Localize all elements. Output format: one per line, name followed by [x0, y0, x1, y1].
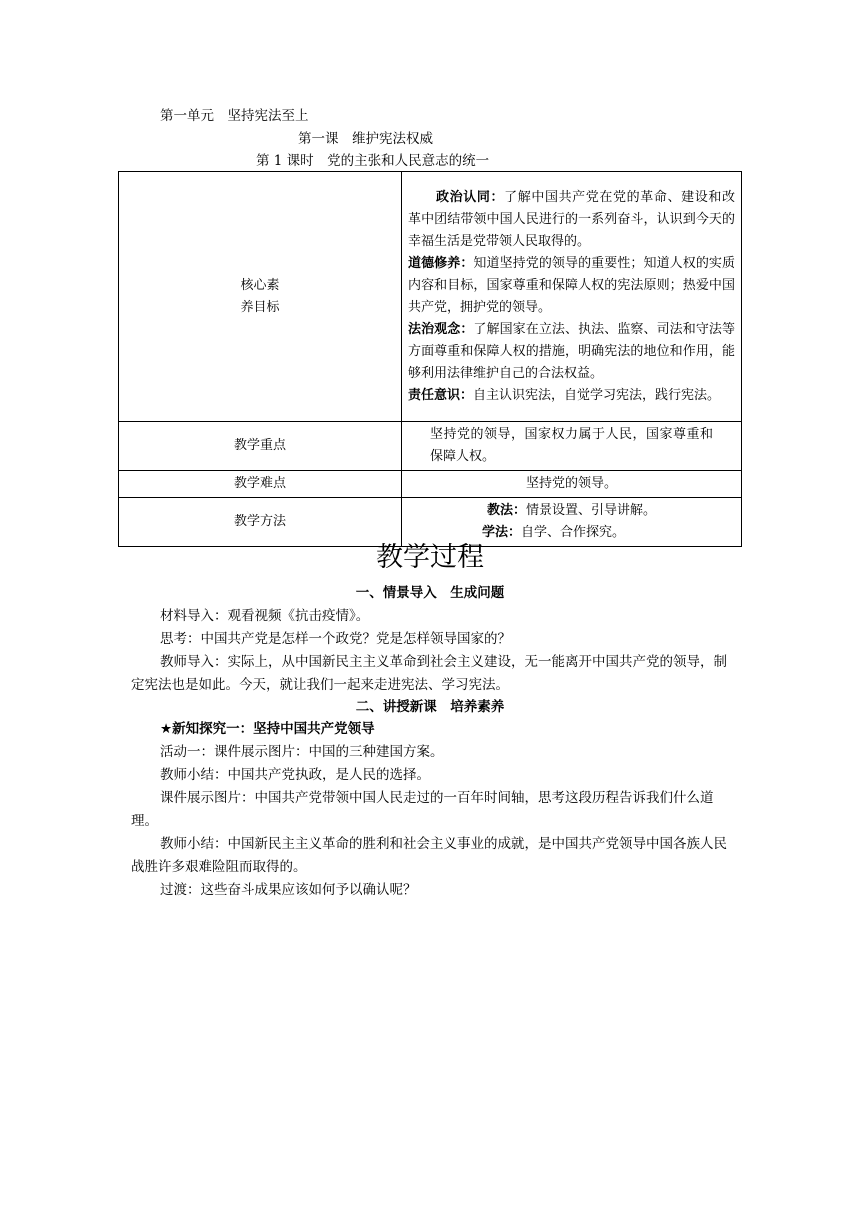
paragraph-timeline: 课件展示图片：中国共产党带领中国人民走过的一百年时间轴，思考这段历程告诉我们什么道理。 — [131, 790, 714, 829]
learning-method-key: 学法： — [481, 525, 521, 540]
paragraph-material-intro: 材料导入：观看视频《抗击疫情》。 — [160, 608, 370, 624]
paragraph-teacher-summary-1: 教师小结：中国共产党执政，是人民的选择。 — [160, 767, 430, 783]
moral-item — [408, 253, 735, 319]
moral-key: 道德修养： — [408, 255, 474, 271]
process-title: 教学过程 — [376, 542, 484, 573]
explore-1-heading — [160, 718, 760, 741]
responsibility-text: 自主认识宪法，自觉学习宪法，践行宪法。 — [473, 387, 721, 403]
section-1-heading: 一、情景导入 生成问题 — [355, 585, 505, 601]
lesson-heading: 第一课 维护宪法权威 — [298, 131, 433, 147]
core-literacy-label-line1: 核心素 — [240, 277, 280, 293]
learning-method-text: 自学、合作探究。 — [521, 525, 626, 540]
difficulty-text: 坚持党的领导。 — [402, 471, 742, 498]
responsibility-item — [408, 385, 735, 407]
political-identity-text: 了解中国共产党在党的革命、建设和改革中团结带领中国人民进行的一系列奋斗，认识到今天的幸福生活是党带领人民取得的。 — [408, 189, 735, 249]
core-literacy-label-line2: 养目标 — [240, 299, 280, 315]
unit-heading: 第一单元 坚持宪法至上 — [160, 108, 309, 124]
teaching-method-text: 情景设置、引导讲解。 — [526, 503, 657, 518]
political-identity-item — [408, 187, 735, 253]
teaching-method-item — [408, 500, 735, 522]
key-points-text: 坚持党的领导，国家权力属于人民，国家尊重和保障人权。 — [402, 422, 742, 471]
paragraph-teacher-intro: 教师导入：实际上，从中国新民主主义革命到社会主义建设，无一能离开中国共产党的领导，制定宪法也是如此。今天，就让我们一起来走进宪法、学习宪法。 — [131, 654, 727, 693]
key-points-row — [119, 422, 742, 471]
key-points-label: 教学重点 — [119, 422, 402, 471]
law-text: 了解国家在立法、执法、监察、司法和守法等方面尊重和保障人权的措施，明确宪法的地位和作用，能够利用法律维护自己的合法权益。 — [408, 321, 735, 381]
paragraph-thinking: 思考：中国共产党是怎样一个政党？党是怎样领导国家的？ — [160, 631, 511, 647]
period-heading: 第 1 课时 党的主张和人民意志的统一 — [256, 153, 490, 169]
paragraph-transition: 过渡：这些奋斗成果应该如何予以确认呢？ — [160, 882, 417, 898]
law-key: 法治观念： — [408, 321, 474, 337]
paragraph-teacher-summary-2: 教师小结：中国新民主主义革命的胜利和社会主义事业的成就，是中国共产党领导中国各族人民战胜许多艰难险阻而取得的。 — [131, 836, 727, 875]
section-2-heading: 二、讲授新课 培养素养 — [355, 699, 505, 715]
law-item — [408, 319, 735, 385]
paragraph-activity-1: 活动一：课件展示图片：中国的三种建国方案。 — [160, 744, 444, 760]
difficulty-row — [119, 471, 742, 498]
method-label: 教学方法 — [119, 498, 402, 547]
political-identity-key: 政治认同： — [436, 189, 505, 205]
responsibility-key: 责任意识： — [408, 387, 474, 403]
difficulty-label: 教学难点 — [119, 471, 402, 498]
explore-1-title: 新知探究一：坚持中国共产党领导 — [172, 721, 375, 737]
core-literacy-content — [402, 172, 742, 422]
moral-text: 知道坚持党的领导的重要性；知道人权的实质内容和目标，国家尊重和保障人权的宪法原则；热爱中国共产党，拥护党的领导。 — [408, 255, 735, 315]
core-literacy-row — [119, 172, 742, 422]
teaching-method-key: 教法： — [486, 503, 526, 518]
teaching-goals-table — [118, 171, 742, 547]
star-icon: ★ — [160, 721, 173, 737]
core-literacy-label — [119, 172, 402, 422]
